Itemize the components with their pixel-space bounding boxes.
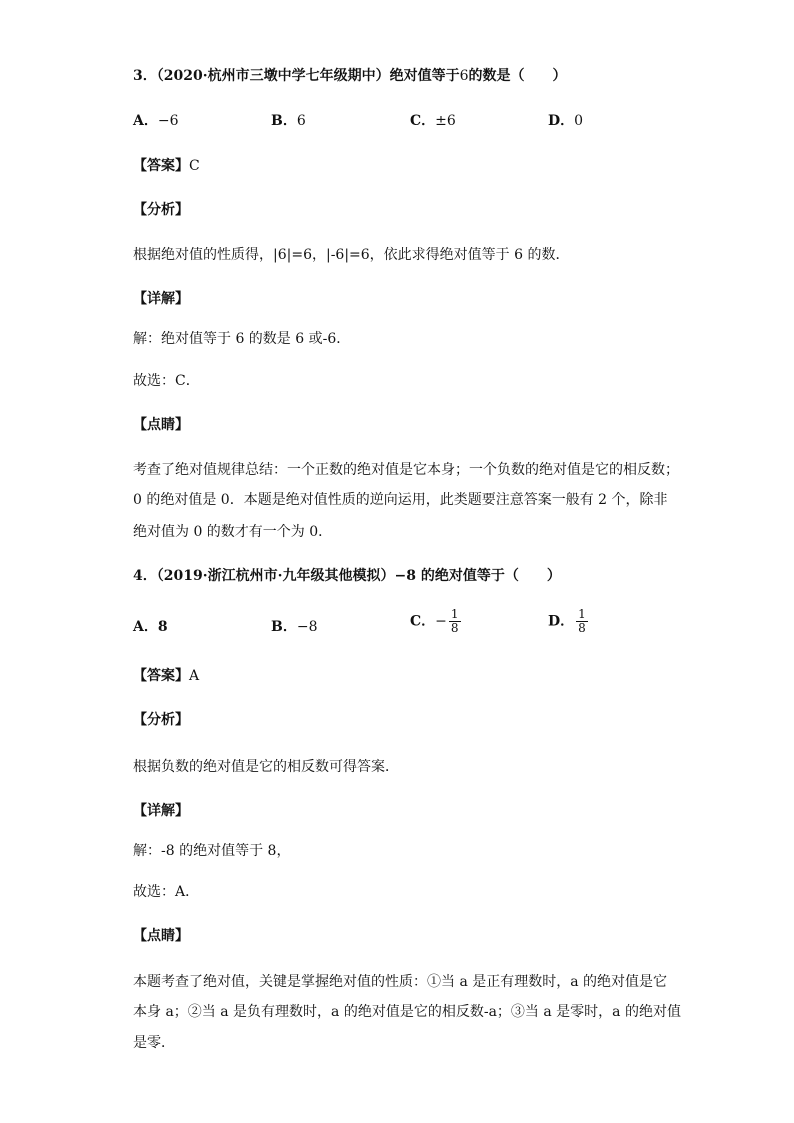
option-letter: C． xyxy=(410,113,436,129)
comment-text: 本题考查了绝对值，关键是掌握绝对值的性质：①当 a 是正有理数时，a 的绝对值是它 xyxy=(133,974,668,990)
detail-text: 故选：A． xyxy=(133,884,200,900)
question-number-value: 6 xyxy=(459,68,469,84)
comment-text: 考查了绝对值规律总结：一个正数的绝对值是它本身；一个负数的绝对值是它的相反数； xyxy=(133,462,679,478)
option-c xyxy=(410,608,461,635)
comment-tag: 【点睛】 xyxy=(133,417,189,433)
detail-text: 解：绝对值等于 6 的数是 6 或-6． xyxy=(133,331,351,347)
option-letter: D． xyxy=(548,113,575,129)
question-number: 4． xyxy=(133,568,157,584)
option-text: −8 xyxy=(296,619,318,635)
answer-value: A xyxy=(189,668,200,684)
comment-text: 绝对值为 0 的数才有一个为 0． xyxy=(133,524,333,540)
answer-tag: 【答案】 xyxy=(133,668,189,684)
option-letter: B． xyxy=(271,113,297,129)
option-b xyxy=(271,111,306,131)
option-letter: B． xyxy=(271,619,297,635)
comment-text: 本身 a；②当 a 是负有理数时，a 的绝对值是它的相反数-a；③当 a 是零时，a 的绝对值 xyxy=(133,1004,681,1020)
analysis-text: 根据绝对值的性质得，|6|=6，|-6|=6，依此求得绝对值等于 6 的数． xyxy=(133,247,570,263)
option-text: 6 xyxy=(296,113,306,129)
answer-tag: 【答案】 xyxy=(133,158,189,174)
option-text: ±6 xyxy=(435,113,456,129)
detail-text: 故选：C． xyxy=(133,373,200,389)
analysis-text: 根据负数的绝对值是它的相反数可得答案． xyxy=(133,759,399,775)
option-letter: D． xyxy=(548,613,575,630)
analysis-tag: 【分析】 xyxy=(133,712,189,728)
question-text-tail: 的数是（ ） xyxy=(468,68,567,84)
fraction-numerator: 1 xyxy=(578,607,586,621)
question-text: −8 的绝对值等于（ ） xyxy=(394,568,561,584)
answer-line xyxy=(133,666,199,686)
option-b xyxy=(271,617,317,637)
detail-tag: 【详解】 xyxy=(133,291,189,307)
question-4-stem xyxy=(133,566,561,586)
option-text: −6 xyxy=(157,113,179,129)
option-d xyxy=(548,608,588,635)
option-text: 0 xyxy=(574,113,584,129)
option-a xyxy=(133,111,179,131)
option-letter: C． xyxy=(410,613,436,630)
fraction-denominator: 8 xyxy=(450,621,459,635)
comment-text: 0 的绝对值是 0．本题是绝对值性质的逆向运用，此类题要注意答案一般有 2 个，除非 xyxy=(133,492,668,508)
question-source: （2020·杭州市三墩中学七年级期中） xyxy=(156,68,390,84)
answer-value: C xyxy=(189,158,200,174)
answer-line xyxy=(133,156,200,176)
question-text: 绝对值等于 xyxy=(389,68,460,84)
option-d xyxy=(548,111,583,131)
comment-tag: 【点睛】 xyxy=(133,928,189,944)
comment-text: 是零． xyxy=(133,1035,175,1051)
question-3-stem xyxy=(133,66,567,86)
option-text: 8 xyxy=(157,619,168,635)
option-c xyxy=(410,111,456,131)
detail-text: 解：-8 的绝对值等于 8， xyxy=(133,843,291,859)
question-number: 3． xyxy=(133,68,157,84)
analysis-tag: 【分析】 xyxy=(133,202,189,218)
fraction xyxy=(449,608,461,635)
question-source: （2019·浙江杭州市·九年级其他模拟） xyxy=(156,568,395,584)
detail-tag: 【详解】 xyxy=(133,803,189,819)
option-letter: A． xyxy=(133,619,158,635)
option-letter: A． xyxy=(133,113,158,129)
option-sign: − xyxy=(435,613,447,630)
option-a xyxy=(133,617,168,637)
fraction xyxy=(576,608,588,635)
fraction-denominator: 8 xyxy=(578,621,586,635)
fraction-numerator: 1 xyxy=(450,607,459,621)
